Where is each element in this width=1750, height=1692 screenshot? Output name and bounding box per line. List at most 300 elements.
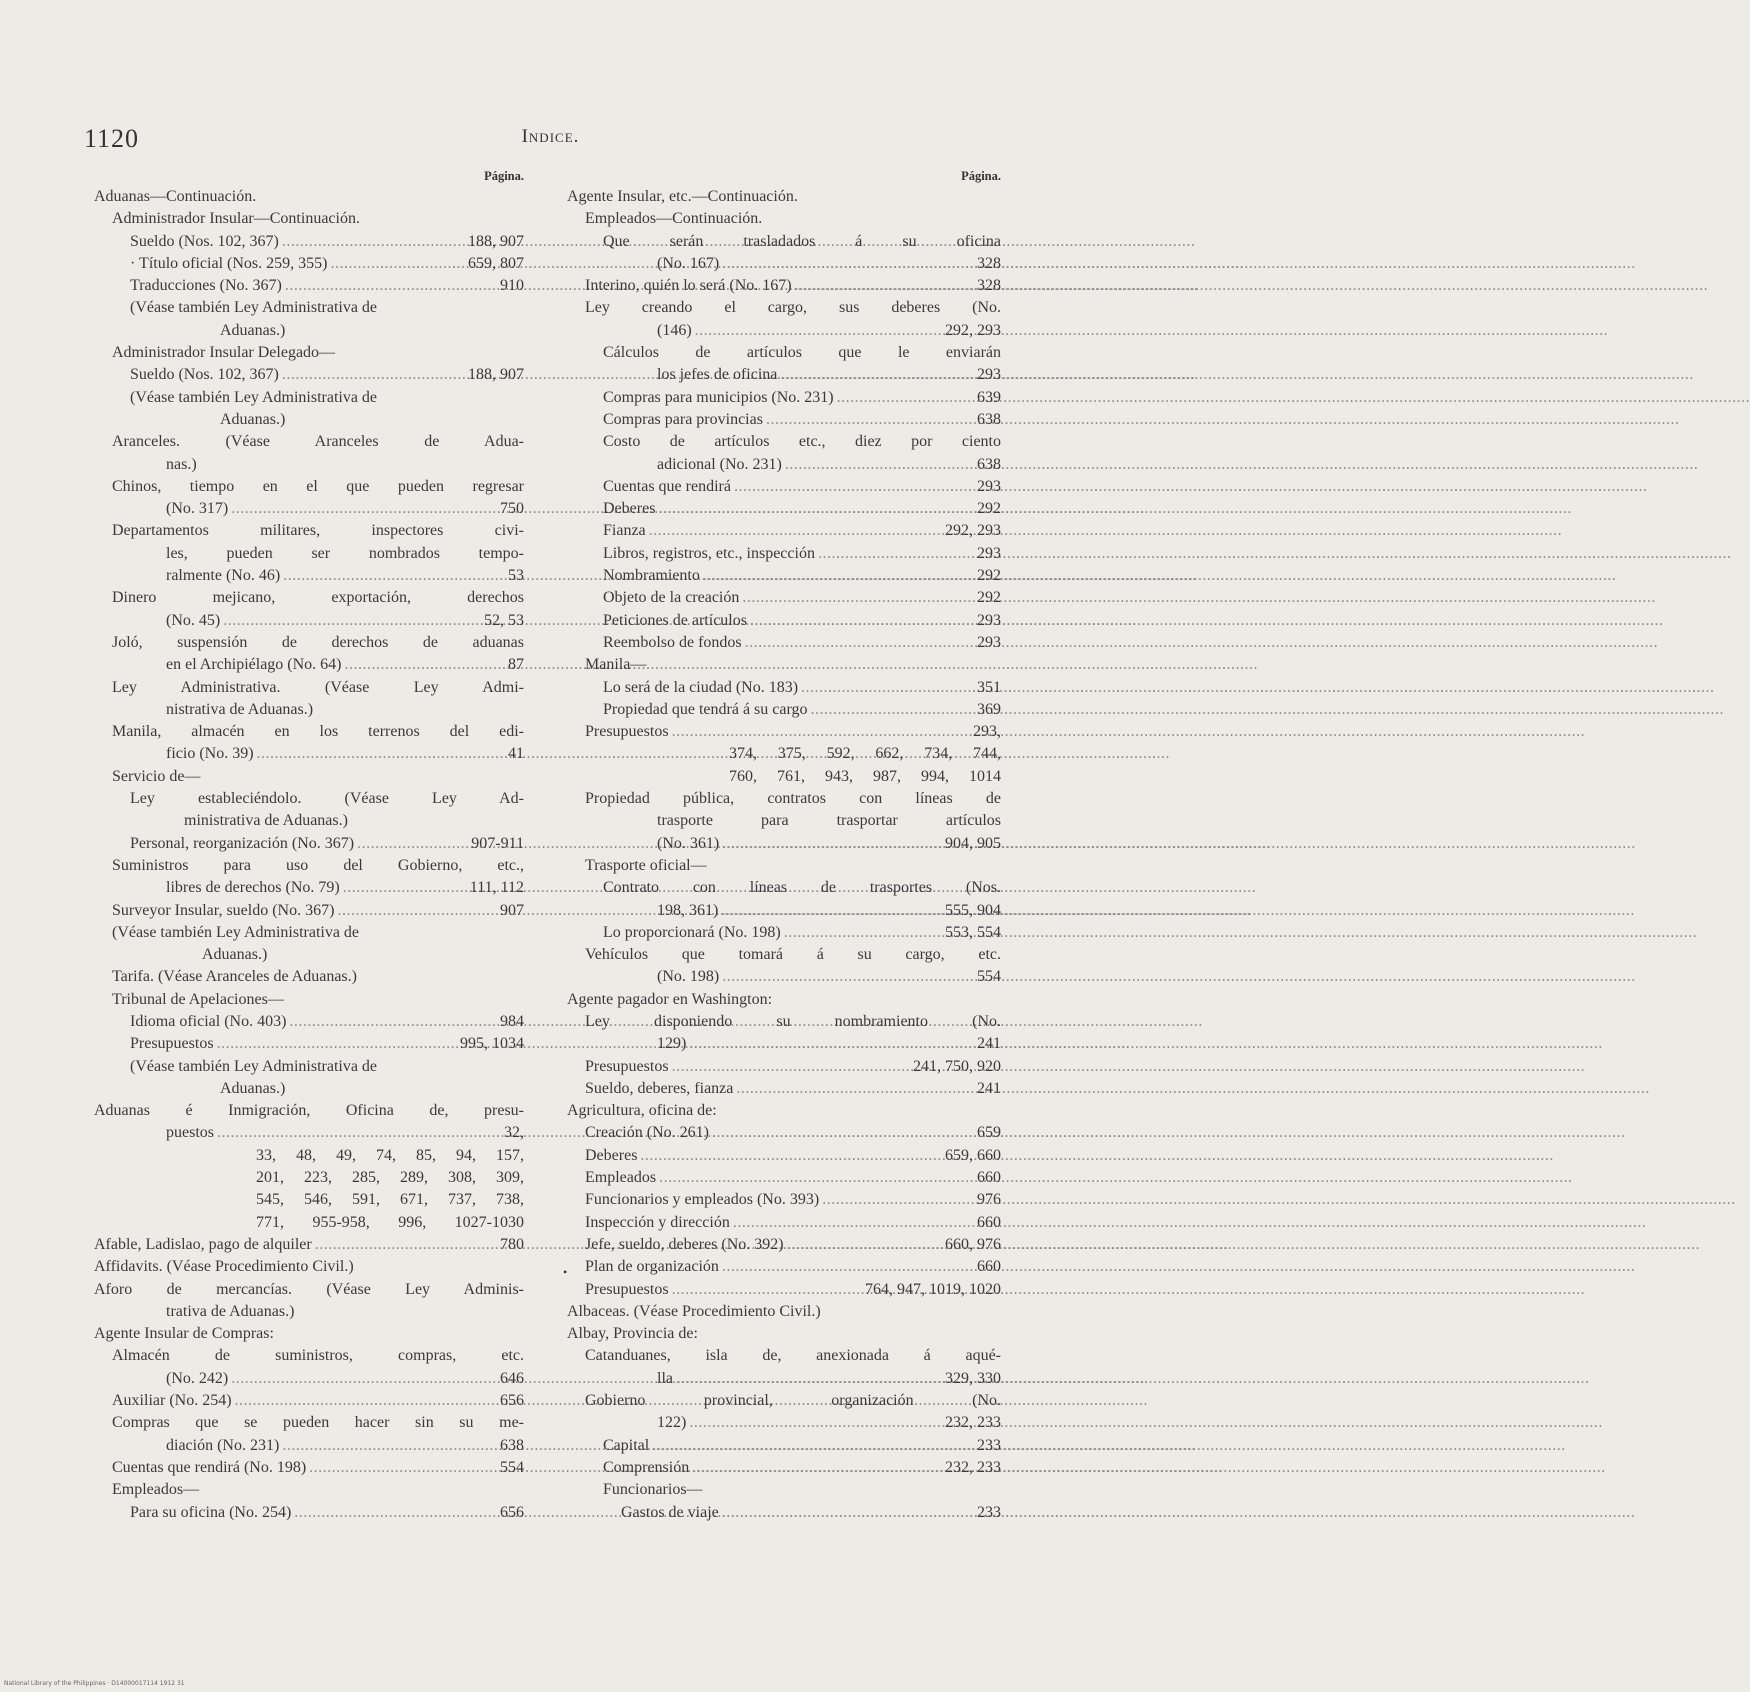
page-reference: 638 [977,455,1001,473]
margin-mark: • [563,1265,568,1279]
entry-text: Aduanas é Inmigración, Oficina de, presu- [94,1102,524,1120]
entry-text: Que serán trasladados á su oficina [603,232,1001,250]
leader-dots [733,1212,974,1234]
leader-dots [217,1033,457,1055]
page-reference: 764, 947, 1019, 1020 [865,1280,1001,1298]
entry-text: Dinero mejicano, exportación, derechos [112,589,524,607]
index-entry-line [94,342,524,364]
index-entry-line [567,231,1001,253]
entry-text: Presupuestos [585,1057,669,1075]
page-reference: 656 [500,1503,524,1521]
index-entry-line [567,1033,1001,1055]
pagina-label: Página. [484,169,524,183]
index-entry-line [94,1390,524,1412]
page-reference: 87 [508,656,524,674]
page-reference: 907-911 [471,834,524,852]
entry-text: ralmente (No. 46) [166,567,281,585]
entry-text: Suministros para uso del Gobierno, etc., [112,856,524,874]
page-reference: 780 [500,1235,524,1253]
entry-text: Nombramiento [603,567,700,585]
page-reference: 241 [977,1035,1001,1053]
entry-text: trasporte para trasportar artículos [657,812,1001,830]
index-entry-line [94,944,524,966]
index-entry-line [94,498,524,520]
index-entry-line [94,1167,524,1189]
index-entry-line [94,922,524,944]
index-entry-line [94,387,524,409]
index-entry-line [567,1011,1001,1033]
leader-dots [822,1189,974,1211]
page-reference: 241, 750, 920 [913,1057,1001,1075]
leader-dots [309,1457,497,1479]
leader-dots [337,900,497,922]
index-entry-line [94,1033,524,1055]
index-entry-line [567,587,1001,609]
index-entry-line [94,699,524,721]
entry-text: puestos [166,1124,214,1142]
entry-text: Agente Insular de Compras: [94,1325,274,1343]
leader-dots [217,1122,501,1144]
page-reference: 111, 112 [469,879,524,897]
page-number: 1120 [84,124,140,153]
entry-text: Peticiones de artículos [603,611,747,629]
entry-text: Capital [603,1436,650,1454]
index-entry-line [94,320,524,342]
entry-text: ministrativa de Aduanas.) [184,812,348,830]
index-entry-line [567,922,1001,944]
index-entry-line [567,275,1001,297]
entry-text: Agricultura, oficina de: [567,1102,717,1120]
index-entry-line [567,632,1001,654]
index-entry-line [567,1457,1001,1479]
index-entry-line [567,342,1001,364]
index-entry-line [94,454,524,476]
index-entry-line [567,1502,1001,1524]
index-entry-line [567,877,1001,899]
leader-dots [676,1368,942,1390]
entry-text: Albaceas. (Véase Procedimiento Civil.) [567,1302,821,1320]
running-title: Indice. [521,126,580,147]
entry-text: Deberes [603,500,656,518]
leader-dots [689,1412,942,1434]
entry-text: Administrador Insular—Continuación. [112,210,360,228]
index-entry-line [567,989,1001,1011]
entry-text: Gobierno provincial, organización (No. [585,1392,1001,1410]
page-reference: 656 [500,1392,524,1410]
leader-dots [282,231,465,253]
leader-dots [330,253,465,275]
leader-dots [722,833,942,855]
leader-dots [837,387,974,409]
index-entry-line [567,1212,1001,1234]
page-reference: 241 [977,1079,1001,1097]
entry-text: Costo de artículos etc., diez por ciento [603,433,1001,451]
index-entry-line [94,900,524,922]
index-entry-line [94,231,524,253]
page-reference: 553, 554 [945,923,1001,941]
index-entry-line [94,610,524,632]
page-reference: 659 [977,1124,1001,1142]
index-entry-line [567,409,1001,431]
index-entry-line [567,743,1001,765]
index-entry-line [94,208,524,230]
index-entry-line [94,1323,524,1345]
entry-text: Aduanas.) [220,410,286,428]
index-entry-line [567,721,1001,743]
entry-text: Aduanas.) [202,946,268,964]
index-entry-line [94,810,524,832]
entry-text: Ley estableciéndolo. (Véase Ley Ad- [130,790,524,808]
page-reference: 233 [977,1503,1001,1521]
entry-text: Gastos de viaje [621,1503,719,1521]
page-reference: 660 [977,1169,1001,1187]
entry-text: Departamentos militares, inspectores civi- [112,522,524,540]
entry-text: Presupuestos [585,723,669,741]
index-entry-line [567,699,1001,721]
entry-text: · Título oficial (Nos. 259, 355) [130,254,328,272]
leader-dots [745,632,974,654]
index-entry-line [567,1412,1001,1434]
index-entry-line [94,1100,524,1122]
leader-dots [343,877,467,899]
page-reference: 32, [504,1124,524,1142]
leader-dots [294,1502,497,1524]
entry-text: Empleados— [112,1481,200,1499]
index-entry-line [567,1078,1001,1100]
entry-text: Almacén de suministros, compras, etc. [112,1347,524,1365]
leader-dots [652,1435,974,1457]
index-entry-line [94,1056,524,1078]
page-reference: 638 [977,410,1001,428]
index-entry-line [567,1056,1001,1078]
leader-dots [289,1011,497,1033]
entry-text: Catanduanes, isla de, anexionada á aqué- [585,1347,1001,1365]
index-entry-line [94,1345,524,1367]
index-entry-line [567,1279,1001,1301]
leader-dots [692,1457,942,1479]
entry-text: Propiedad que tendrá á su cargo [603,700,808,718]
index-entry-line [567,1145,1001,1167]
page-reference: 232, 233 [945,1414,1001,1432]
entry-text: (No. 45) [166,611,221,629]
index-entry-line [567,1345,1001,1367]
index-entry-line [94,1301,524,1323]
leader-dots [223,610,481,632]
leader-dots [283,565,505,587]
entry-text: adicional (No. 231) [657,455,782,473]
index-entry-line [567,543,1001,565]
index-entry-line [567,1100,1001,1122]
index-entry-line [567,1256,1001,1278]
page-reference: 292 [977,567,1001,585]
index-entry-line [567,1479,1001,1501]
page-reference: 660 [977,1258,1001,1276]
entry-text: Tarifa. (Véase Aranceles de Aduanas.) [112,968,357,986]
leader-dots [736,1078,974,1100]
index-entry-line [567,364,1001,386]
entry-text: Reembolso de fondos [603,633,742,651]
page-reference: 659, 807 [468,254,524,272]
leader-dots [750,610,974,632]
entry-text: Libros, registros, etc., inspección [603,544,815,562]
entry-text: 33, 48, 49, 74, 85, 94, 157, [256,1146,524,1164]
index-entry-line [94,1435,524,1457]
index-entry-line [94,877,524,899]
page-reference: 293 [977,544,1001,562]
entry-text: Comprensión [603,1458,690,1476]
page-reference: 292 [977,500,1001,518]
page-reference: 293, [973,723,1001,741]
index-entry-line [94,721,524,743]
leader-dots [345,654,506,676]
leader-dots [722,253,974,275]
entry-text: Deberes [585,1146,638,1164]
index-entry-line [94,364,524,386]
index-entry-line [94,766,524,788]
entry-text: Para su oficina (No. 254) [130,1503,292,1521]
pagina-label: Página. [961,169,1001,183]
entry-text: Sueldo, deberes, fianza [585,1079,734,1097]
entry-text: Inspección y dirección [585,1213,730,1231]
page-reference: 53 [508,567,524,585]
index-column-right [567,166,1001,1524]
entry-text: Ley Administrativa. (Véase Ley Admi- [112,678,524,696]
index-entry-line [567,186,1001,208]
index-entry-line [94,520,524,542]
leader-dots [672,721,970,743]
leader-dots [795,275,974,297]
leader-dots [787,1234,942,1256]
leader-dots [703,565,974,587]
index-entry-line [94,253,524,275]
index-entry-line [567,966,1001,988]
entry-text: (Véase también Ley Administrativa de [130,1057,378,1075]
entry-text: Compras para municipios (No. 231) [603,388,834,406]
leader-dots [357,833,468,855]
page-reference: 293 [977,633,1001,651]
leader-dots [722,966,974,988]
entry-text: Compras que se pueden hacer sin su me- [112,1414,524,1432]
index-entry-line [567,1301,1001,1323]
page-reference: 292 [977,589,1001,607]
entry-text: (No. 361) [657,834,720,852]
index-entry-line [94,1234,524,1256]
entry-text: Cuentas que rendirá [603,477,731,495]
footer-credit: National Library of the Philippines · D14000017114 1912 31 [4,1680,185,1687]
entry-text: Funcionarios y empleados (No. 393) [585,1191,820,1209]
entry-text: (Véase también Ley Administrativa de [112,923,360,941]
index-entry-line [567,1390,1001,1412]
index-entry-line [567,454,1001,476]
entry-text: 198, 361) [657,901,719,919]
index-entry-line [567,855,1001,877]
leader-dots [811,699,974,721]
entry-text: 129) [657,1035,687,1053]
index-entry-line [567,387,1001,409]
index-entry-line [94,565,524,587]
page-reference: 41 [508,745,524,763]
page-reference: 292, 293 [945,522,1001,540]
leader-dots [785,454,974,476]
leader-dots [672,1056,910,1078]
page-reference: 233 [977,1436,1001,1454]
entry-text: Manila— [585,656,647,674]
entry-text: Interino, quién lo será (No. 167) [585,277,792,295]
index-entry-line [567,766,1001,788]
index-entry-line [567,565,1001,587]
entry-text: Albay, Provincia de: [567,1325,698,1343]
leader-dots [689,1033,974,1055]
entry-text: (Véase también Ley Administrativa de [130,388,378,406]
entry-text: Idioma oficial (No. 403) [130,1012,287,1030]
index-entry-line [567,1167,1001,1189]
entry-text: Lo será de la ciudad (No. 183) [603,678,799,696]
page-reference: 292, 293 [945,321,1001,339]
index-entry-line [94,1457,524,1479]
page-reference: 907 [500,901,524,919]
leader-dots [315,1234,497,1256]
page-reference: 750 [500,500,524,518]
index-entry-line [94,1189,524,1211]
page-reference: 639 [977,388,1001,406]
entry-text: Affidavits. (Véase Procedimiento Civil.) [94,1258,354,1276]
leader-dots [658,498,974,520]
entry-text: Funcionarios— [603,1481,703,1499]
page-reference: 555, 904 [945,901,1001,919]
entry-text: lla [657,1369,673,1387]
entry-text: Ley disponiendo su nombramiento (No. [585,1012,1001,1030]
leader-dots [231,498,497,520]
entry-text: Afable, Ladislao, pago de alquiler [94,1235,312,1253]
entry-text: Presupuestos [130,1035,214,1053]
leader-dots [649,520,942,542]
index-entry-line [567,610,1001,632]
entry-text: Joló, suspensión de derechos de aduanas [112,633,524,651]
entry-text: Aranceles. (Véase Aranceles de Adua- [112,433,524,451]
entry-text: Fianza [603,522,646,540]
entry-text: Empleados [585,1169,657,1187]
index-entry-line [567,297,1001,319]
entry-text: Auxiliar (No. 254) [112,1392,232,1410]
index-entry-line [567,431,1001,453]
page-reference: 329, 330 [945,1369,1001,1387]
index-entry-line [567,498,1001,520]
index-entry-line [567,476,1001,498]
index-entry-line [94,1011,524,1033]
page-reference: 232, 233 [945,1458,1001,1476]
leader-dots [659,1167,974,1189]
entry-text: Tribunal de Apelaciones— [112,990,284,1008]
leader-dots [801,677,974,699]
page-reference: 554 [977,968,1001,986]
entry-text: Contrato con líneas de trasportes (Nos. [603,879,1001,897]
index-entry-line [567,1189,1001,1211]
entry-text: ficio (No. 39) [166,745,254,763]
entry-text: 760, 761, 943, 987, 994, 1014 [729,767,1001,785]
index-entry-line [94,1368,524,1390]
leader-dots [282,1435,497,1457]
index-entry-line [567,320,1001,342]
index-entry-line [567,1435,1001,1457]
entry-text: Aforo de mercancías. (Véase Ley Adminis- [94,1280,524,1298]
page-reference: 554 [500,1458,524,1476]
entry-text: 771, 955-958, 996, 1027-1030 [256,1213,524,1231]
page-reference: 995, 1034 [460,1035,524,1053]
leader-dots [672,1279,862,1301]
entry-text: Cuentas que rendirá (No. 198) [112,1458,307,1476]
entry-text: Sueldo (Nos. 102, 367) [130,366,279,384]
entry-text: libres de derechos (No. 79) [166,879,340,897]
index-entry-line [94,1502,524,1524]
index-entry-line [567,833,1001,855]
page-reference: 646 [500,1369,524,1387]
index-entry-line [94,275,524,297]
index-entry-line [94,788,524,810]
leader-dots [231,1368,497,1390]
index-entry-line [567,208,1001,230]
page-reference: 369 [977,700,1001,718]
leader-dots [784,922,942,944]
entry-text: les, pueden ser nombrados tempo- [166,544,524,562]
entry-text: 545, 546, 591, 671, 737, 738, [256,1191,524,1209]
entry-text: Lo proporcionará (No. 198) [603,923,781,941]
page-reference: 52, 53 [484,611,524,629]
page-reference: 660, 976 [945,1235,1001,1253]
index-entry-line [567,520,1001,542]
leader-dots [734,476,974,498]
index-entry-line [94,1145,524,1167]
index-entry-line [94,1412,524,1434]
index-entry-line [94,409,524,431]
entry-text: Chinos, tiempo en el que pueden regresar [112,477,524,495]
page-reference: 910 [500,277,524,295]
entry-text: 201, 223, 285, 289, 308, 309, [256,1169,524,1187]
index-entry-line [567,1323,1001,1345]
entry-text: Traducciones (No. 367) [130,277,282,295]
index-entry-line [94,1078,524,1100]
entry-text: Ley creando el cargo, sus deberes (No. [585,299,1001,317]
index-entry-line [94,1212,524,1234]
entry-text: Presupuestos [585,1280,669,1298]
page-reference: 293 [977,611,1001,629]
index-entry-line [567,253,1001,275]
index-entry-line [94,1479,524,1501]
entry-text: (No. 242) [166,1369,229,1387]
leader-dots [722,1256,974,1278]
index-entry-line [567,654,1001,676]
index-entry-line [94,989,524,1011]
index-entry-line [94,966,524,988]
index-entry-line [94,743,524,765]
entry-text: 374, 375, 592, 662, 734, 744, [729,745,1001,763]
page-reference: 904, 905 [945,834,1001,852]
entry-text: Cálculos de artículos que le enviarán [603,344,1001,362]
leader-dots [282,364,465,386]
index-entry-line [567,677,1001,699]
index-entry-line [94,654,524,676]
entry-text: (Véase también Ley Administrativa de [130,299,378,317]
entry-text: Empleados—Continuación. [585,210,763,228]
leader-dots [257,743,505,765]
entry-text: Servicio de— [112,767,201,785]
entry-text: en el Archipiélago (No. 64) [166,656,342,674]
index-entry-line [567,900,1001,922]
page-reference: 659, 660 [945,1146,1001,1164]
index-column-left [94,166,524,1524]
index-entry-line [94,297,524,319]
entry-text: (No. 317) [166,500,229,518]
entry-text: Administrador Insular Delegado— [112,344,336,362]
